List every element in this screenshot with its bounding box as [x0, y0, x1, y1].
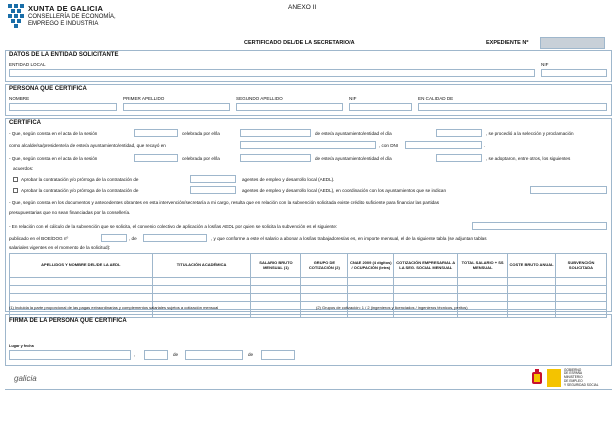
expediente-label: EXPEDIENTE Nº — [486, 40, 529, 46]
persona-nif-label: NIF — [349, 96, 357, 101]
col-header: COSTE BRUTO ANUAL — [508, 254, 556, 278]
table-cell[interactable] — [301, 278, 348, 286]
col-header: TOTAL SALARIO + SS MENSUAL — [458, 254, 508, 278]
nombre-label: NOMBRE — [9, 96, 30, 101]
department-line-1: CONSELLERÍA DE ECONOMÍA, — [28, 14, 116, 20]
segundo-apellido-field[interactable] — [236, 103, 343, 111]
footer-divider — [5, 389, 612, 390]
l6-num-field[interactable] — [190, 186, 236, 194]
l1-text-b: celebrada por el/la — [182, 131, 220, 136]
table-cell[interactable] — [301, 294, 348, 302]
primer-apellido-field[interactable] — [123, 103, 230, 111]
table-cell[interactable] — [556, 302, 607, 310]
note-1: (1) Incluida la parte proporcional de las pagas extraordinarias y complementos salariales sujetos a cotización mensual — [9, 305, 219, 310]
table-cell[interactable] — [152, 286, 251, 294]
ministry-line: MINISTERIO — [564, 375, 583, 380]
lugar-field[interactable] — [9, 350, 131, 360]
table-cell[interactable] — [251, 302, 301, 310]
entidad-title: DATOS DE LA ENTIDAD SOLICITANTE — [9, 52, 119, 58]
aprobar-aedl-checkbox[interactable] — [13, 177, 18, 182]
l1-text-c: de este/a ayuntamiento/entidad el día — [315, 131, 392, 136]
table-cell[interactable] — [348, 294, 394, 302]
l3-organo-field[interactable] — [240, 154, 311, 162]
col-header: COTIZACIÓN EMPRESARIAL A LA SEG. SOCIAL MENSUAL — [394, 254, 458, 278]
l2-text-a: como alcalde/sa/presidente/a de este/a ayuntamiento/entidad, que recayó en — [9, 143, 166, 148]
l10-text-c: , y que conforme a este el salario a abonar a los/las trabajadores/as es, en importe mensual, el de la siguiente tabla (se adjuntan tablas — [211, 236, 487, 241]
ministry-text — [564, 369, 598, 387]
l7-text: - Que, según consta en los documentos y antecedentes obrantes en esta intervención/secretaría a mi cargo, resulta que en relación con la subvención solicitada existe crédito suficiente para financiar las partidas — [9, 200, 440, 205]
l5-text-b: agentes de empleo y desarrollo local (AEDL). — [242, 177, 335, 182]
table-row — [10, 294, 607, 302]
l10-fecha-field[interactable] — [143, 234, 207, 242]
l9-convenio-field[interactable] — [472, 222, 607, 230]
table-cell[interactable] — [10, 286, 153, 294]
table-cell[interactable] — [458, 294, 508, 302]
l2-dni-field[interactable] — [405, 141, 482, 149]
l1-text-a: - Que, según consta en el acta de la sesión — [9, 131, 98, 136]
l3-text-b: celebrada por el/la — [182, 156, 220, 161]
annex-label: ANEXO II — [288, 4, 317, 11]
org-name: XUNTA DE GALICIA — [28, 4, 104, 13]
table-cell[interactable] — [394, 294, 458, 302]
l4-text: acuerdos: — [13, 166, 34, 171]
l6-ayuntamientos-field[interactable] — [530, 186, 607, 194]
ministry-line: GOBIERNO — [564, 367, 582, 372]
de-text-2: de — [248, 352, 254, 357]
table-cell[interactable] — [251, 278, 301, 286]
nombre-field[interactable] — [9, 103, 117, 111]
expediente-field[interactable] — [540, 37, 605, 49]
department-line-2: EMPREGO E INDUSTRIA — [28, 21, 99, 27]
dia-field[interactable] — [144, 350, 168, 360]
l9-text: - En relación con el cálculo de la subvención que se solicita, el convenio colectivo de aplicación a los/las AEDL por quien se solicita la subvención es el siguiente: — [9, 224, 338, 229]
ministry-color-bar — [547, 369, 561, 387]
col-header: APELLIDOS Y NOMBRE DEL/DE LA AEDL — [10, 254, 153, 278]
galicia-logo — [14, 374, 37, 383]
l6-text-a: Aprobar la contratación y/o prórroga de la contratación de — [21, 188, 139, 193]
table-row — [10, 278, 607, 286]
l5-text-a: Aprobar la contratación y/o prórroga de la contratación de — [21, 177, 139, 182]
table-cell[interactable] — [394, 286, 458, 294]
entidad-nif-label: NIF — [541, 62, 549, 67]
col-header: CNAE 2009 (4 dígitos) / OCUPACIÓN (letra) — [348, 254, 394, 278]
table-cell[interactable] — [348, 286, 394, 294]
col-header: SUBVENCIÓN SOLICITADA — [556, 254, 607, 278]
segundo-apellido-label: SEGUNDO APELLIDO — [236, 96, 283, 101]
table-cell[interactable] — [508, 278, 556, 286]
table-cell[interactable] — [508, 302, 556, 310]
l8-text: presupuestarias que no sean financiadas por la consellería. — [9, 210, 131, 215]
galicia-logo-text: galicia — [14, 374, 37, 383]
l3-dia-field[interactable] — [436, 154, 482, 162]
l1-organo-field[interactable] — [240, 129, 311, 137]
l3-text-c: de este/a ayuntamiento/entidad el día — [315, 156, 392, 161]
ministry-line: Y SEGURIDAD SOCIAL — [564, 382, 599, 387]
entidad-local-label: ENTIDAD LOCAL — [9, 62, 46, 67]
de-text-1: de — [173, 352, 179, 357]
table-cell[interactable] — [348, 278, 394, 286]
l10-boe-field[interactable] — [101, 234, 127, 242]
l6-text-b: agentes de empleo y desarrollo local (AEDL), en coordinación con los ayuntamientos que se indican — [242, 188, 447, 193]
entidad-local-field[interactable] — [9, 69, 535, 77]
lugar-comma: , — [134, 352, 136, 357]
l2-text-c: . — [484, 143, 486, 148]
en-calidad-field[interactable] — [418, 103, 607, 111]
table-cell[interactable] — [152, 294, 251, 302]
ministry-line: DE EMPLEO — [564, 378, 583, 383]
table-cell[interactable] — [556, 294, 607, 302]
table-row — [10, 286, 607, 294]
entidad-nif-field[interactable] — [541, 69, 607, 77]
col-header: GRUPO DE COTIZACIÓN (2) — [301, 254, 348, 278]
table-cell[interactable] — [508, 294, 556, 302]
table-cell[interactable] — [251, 294, 301, 302]
l1-text-d: , se procedió a la selección y proclamación — [486, 131, 574, 136]
table-cell[interactable] — [152, 278, 251, 286]
col-header: TITULACIÓN ACADÉMICA — [152, 254, 251, 278]
table-cell[interactable] — [251, 286, 301, 294]
note-2: (2) Grupos de cotización: 1 / 2 (ingenieros y licenciados / ingenieros técnicos, peritos) — [316, 305, 468, 310]
anio-field[interactable] — [261, 350, 295, 360]
table-cell[interactable] — [508, 286, 556, 294]
certifica-title: CERTIFICA — [9, 120, 41, 126]
firma-title: FIRMA DE LA PERSONA QUE CERTIFICA — [9, 318, 127, 324]
spain-coat-of-arms-icon — [530, 369, 544, 387]
table-cell[interactable] — [458, 278, 508, 286]
en-calidad-label: EN CALIDAD DE — [418, 96, 454, 101]
xunta-emblem-icon — [8, 4, 24, 28]
l3-text-d: , se adoptaron, entre otros, los siguientes — [486, 156, 571, 161]
l2-nombre-field[interactable] — [240, 141, 376, 149]
l10-text-b: , de — [129, 236, 137, 241]
ministry-logo — [530, 368, 606, 388]
lugar-fecha-label: Lugar y fecha — [9, 344, 34, 348]
l1-dia-field[interactable] — [436, 129, 482, 137]
primer-apellido-label: PRIMER APELLIDO — [123, 96, 165, 101]
col-header: SALARIO BRUTO MENSUAL (1) — [251, 254, 301, 278]
mes-field[interactable] — [185, 350, 243, 360]
l10-text-a: publicado en el BOE/DOG nº — [9, 236, 69, 241]
l3-text-a: - Que, según consta en el acta de la sesión — [9, 156, 98, 161]
ministry-line: DE ESPAÑA — [564, 371, 583, 376]
doc-title: CERTIFICADO DEL/DE LA SECRETARIO/A — [244, 40, 355, 46]
aprobar-aedl-coordinacion-checkbox[interactable] — [13, 188, 18, 193]
table-cell[interactable] — [556, 278, 607, 286]
table-cell[interactable] — [394, 278, 458, 286]
table-cell[interactable] — [301, 286, 348, 294]
persona-section — [5, 84, 612, 116]
table-cell[interactable] — [10, 294, 153, 302]
persona-title: PERSONA QUE CERTIFICA — [9, 86, 87, 92]
table-cell[interactable] — [10, 278, 153, 286]
l1-sesion-field[interactable] — [134, 129, 178, 137]
l11-text: salariales vigentes en el momento de la solicitud): — [9, 245, 111, 250]
xunta-logo — [8, 4, 30, 30]
table-cell[interactable] — [556, 286, 607, 294]
table-cell[interactable] — [458, 286, 508, 294]
l2-text-b: , con DNI — [379, 143, 399, 148]
l3-sesion-field[interactable] — [134, 154, 178, 162]
persona-nif-field[interactable] — [349, 103, 412, 111]
l5-num-field[interactable] — [190, 175, 236, 183]
